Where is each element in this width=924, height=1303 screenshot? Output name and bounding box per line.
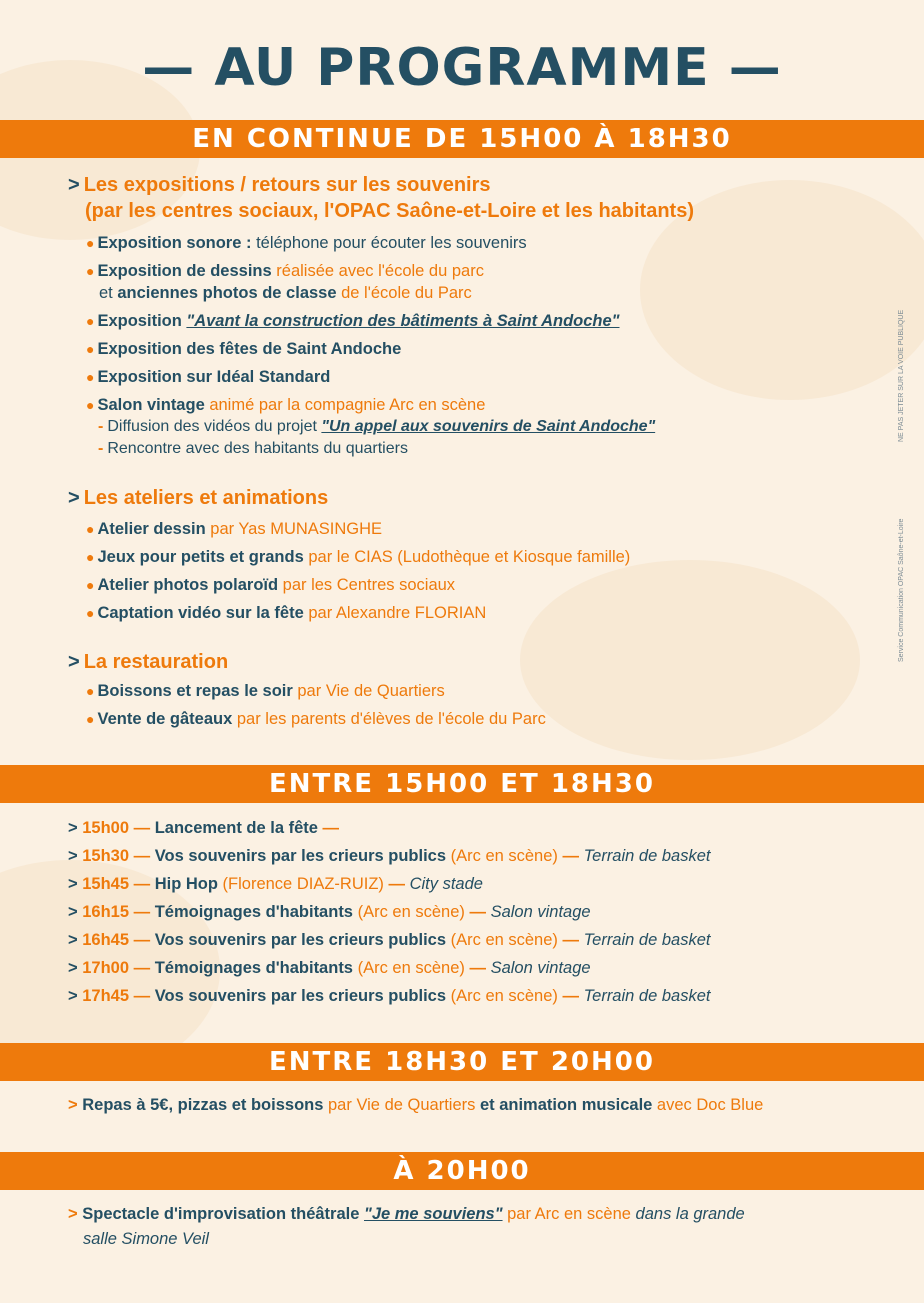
show-line: > Spectacle d'improvisation théâtrale "Je me souviens" par Arc en scène dans la grande <box>68 1205 745 1223</box>
schedule-row: > 16h45 — Vos souvenirs par les crieurs publics (Arc en scène) — Terrain de basket <box>68 931 711 949</box>
schedule-row: > 17h45 — Vos souvenirs par les crieurs publics (Arc en scène) — Terrain de basket <box>68 987 711 1005</box>
section-heading-restauration: > La restauration <box>68 651 229 673</box>
list-item: ● Vente de gâteaux par les parents d'élèves de l'école du Parc <box>86 710 546 728</box>
list-item: ● Exposition des fêtes de Saint Andoche <box>86 340 402 358</box>
schedule-row: > 16h15 — Témoignages d'habitants (Arc en scène) — Salon vintage <box>68 903 591 921</box>
schedule-row: > 15h30 — Vos souvenirs par les crieurs publics (Arc en scène) — Terrain de basket <box>68 847 711 865</box>
list-item: ● Captation vidéo sur la fête par Alexandre FLORIAN <box>86 604 487 622</box>
list-item: ● Atelier photos polaroïd par les Centres sociaux <box>86 576 456 594</box>
list-item: ● Atelier dessin par Yas MUNASINGHE <box>86 520 383 538</box>
sub-item: - Diffusion des vidéos du projet "Un appel aux souvenirs de Saint Andoche" <box>98 418 656 435</box>
sub-item: - Rencontre avec des habitants du quartiers <box>98 440 408 457</box>
side-credit: Service Communication OPAC Saône-et-Loire <box>898 518 905 662</box>
section-heading-expositions: > Les expositions / retours sur les souvenirs (par les centres sociaux, l'OPAC Saône-et-Loire et les habitants) <box>68 174 695 222</box>
side-notice: NE PAS JETER SUR LA VOIE PUBLIQUE <box>898 309 905 442</box>
section-band-night: À 20H00 <box>0 1152 924 1190</box>
list-item: ● Jeux pour petits et grands par le CIAS (Ludothèque et Kiosque famille) <box>86 548 631 566</box>
show-line-2: salle Simone Veil <box>83 1230 209 1248</box>
list-item: ● Boissons et repas le soir par Vie de Quartiers <box>86 682 445 700</box>
list-item: ● Exposition "Avant la construction des bâtiments à Saint Andoche" <box>86 312 620 330</box>
list-item: ● Exposition sonore : téléphone pour écouter les souvenirs <box>86 234 527 252</box>
section-heading-ateliers: > Les ateliers et animations <box>68 487 329 509</box>
evening-line: > Repas à 5€, pizzas et boissons par Vie de Quartiers et animation musicale avec Doc Blue <box>68 1096 764 1114</box>
page-title: — AU PROGRAMME — <box>142 38 782 98</box>
schedule-row: > 17h00 — Témoignages d'habitants (Arc en scène) — Salon vintage <box>68 959 591 977</box>
list-item: ● Salon vintage animé par la compagnie Arc en scène <box>86 396 486 414</box>
section-band-afternoon: ENTRE 15H00 ET 18H30 <box>0 765 924 803</box>
list-item: ● Exposition sur Idéal Standard <box>86 368 331 386</box>
schedule-row: > 15h45 — Hip Hop (Florence DIAZ-RUIZ) — City stade <box>68 875 483 893</box>
schedule-row: > 15h00 — Lancement de la fête — <box>68 819 340 837</box>
background-blob <box>520 560 860 760</box>
section-band-continuous: EN CONTINUE DE 15H00 À 18H30 <box>0 120 924 158</box>
list-item: ● Exposition de dessins réalisée avec l'école du parc et anciennes photos de classe de l'école du Parc <box>86 262 484 302</box>
section-band-evening: ENTRE 18H30 ET 20H00 <box>0 1043 924 1081</box>
